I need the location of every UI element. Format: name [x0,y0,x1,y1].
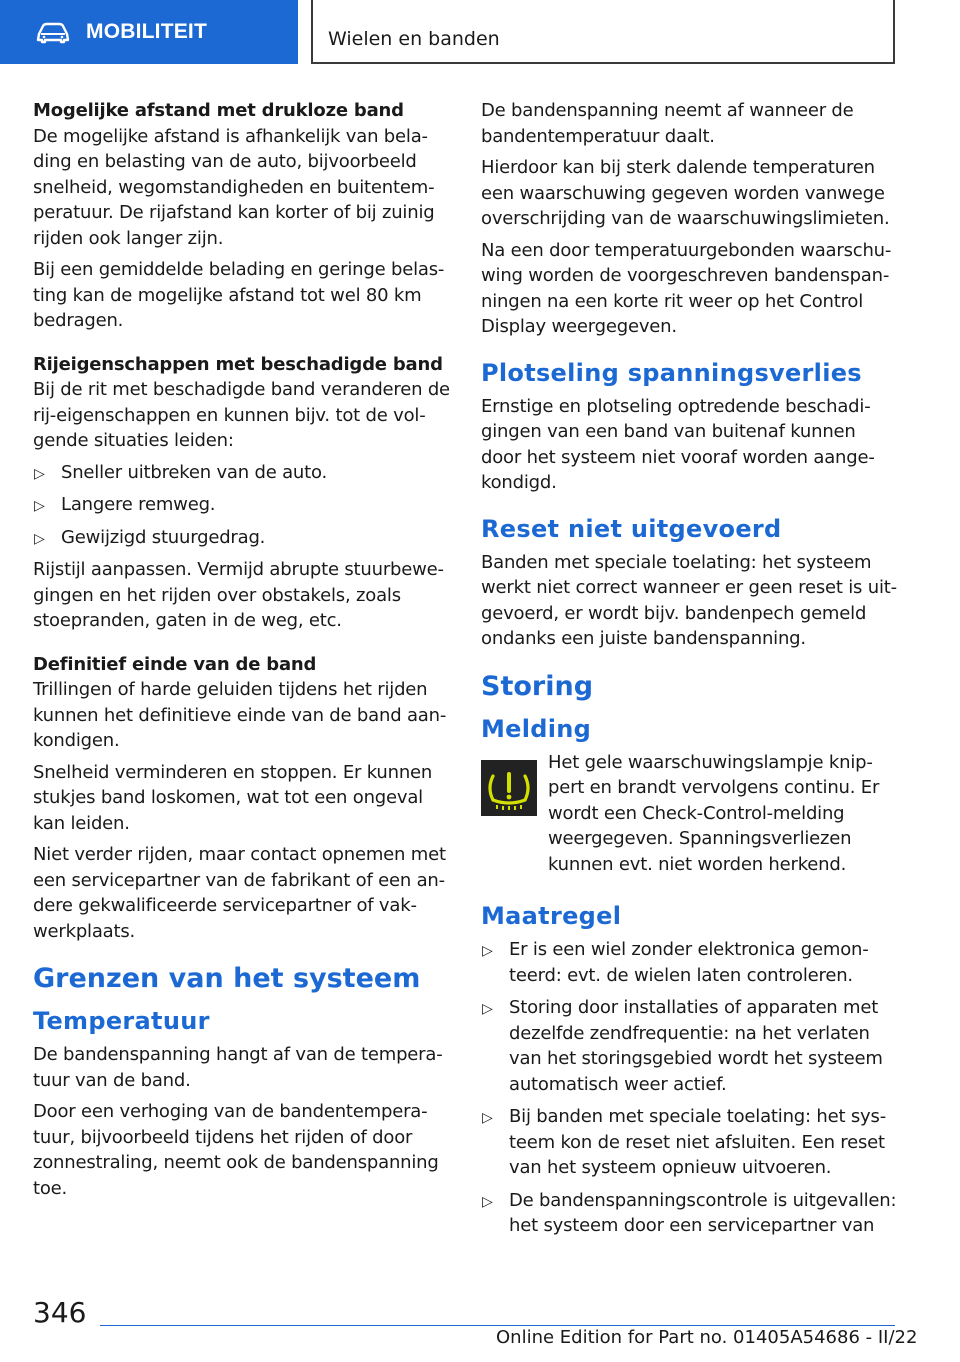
paragraph: Trillingen of harde geluiden tijdens het rijden kunnen het definitieve einde van de band aankondigen. [33,679,447,751]
heading-system-limits: Grenzen van het systeem [33,963,421,994]
paragraph: Bij de rit met beschadigde band veranderen de rij-eigenschappen en kunnen bijv. tot de volgende situaties leiden: [33,379,450,451]
heading-temperature: Temperatuur [33,1007,210,1035]
paragraph: Rijstijl aanpassen. Vermijd abrupte stuurbewegingen en het rijden over obstakels, zoals stoepranden, gaten in de weg, etc. [33,559,445,631]
left-column [33,98,453,1207]
triangle-bullet-icon: ▷ [482,943,493,959]
bullet-list [33,460,453,551]
heading-malfunction: Storing [481,670,594,702]
paragraph: Bij een gemiddelde belading en geringe belasting kan de mogelijke afstand tot wel 80 km bedragen. [33,259,445,331]
paragraph: Snelheid verminderen en stoppen. Er kunnen stukjes band loskomen, wat tot een ongeval kan leiden. [33,761,433,834]
paragraph: Door een verhoging van de bandentemperatuur, bijvoorbeeld tijdens het rijden of door zonnestraling, neemt ook de bandenspanning toe. [33,1101,439,1199]
paragraph: De mogelijke afstand is afhankelijk van belading en belasting van de auto, bijvoorbeeld snelheid, wegomstandigheden en buitentemperatuur. De rijafstand kan korter of bij zuinig rijden ook langer zijn. [33,125,435,249]
paragraph: Hierdoor kan bij sterk dalende temperaturen een waarschuwing gegeven worden vanwege overschrijding van de waarschuwingslimieten. [481,157,890,229]
triangle-bullet-icon: ▷ [34,498,45,514]
warning-block [481,750,901,878]
section-label: MOBILITEIT [86,20,207,43]
heading-measure: Maatregel [481,902,622,930]
section-tab [0,0,298,64]
tire-pressure-warning-icon [481,760,537,816]
list-item: ▷ Gewijzigd stuurgedrag. [33,525,453,551]
list-item: ▷ Bij banden met speciale toelating: het systeem kon de reset niet afsluiten. Een reset van het systeem opnieuw uitvoeren. [482,1106,887,1178]
footer-divider [100,1325,895,1326]
list-item: ▷ Langere remweg. [33,492,453,518]
triangle-bullet-icon: ▷ [482,1193,493,1210]
page-number: 346 [33,1296,87,1329]
heading-message: Melding [481,714,592,743]
measure-list [481,937,901,1239]
paragraph: Na een door temperatuurgebonden waarschuwing worden de voorgeschreven bandenspanningen na een korte rit weer op het Control Display weergegeven. [481,239,892,337]
paragraph: De bandenspanning hangt af van de temperatuur van de band. [33,1044,443,1091]
right-column [481,98,901,1246]
warning-text: Het gele waarschuwingslampje knippert en brandt vervolgens continu. Er wordt een Check-Control-melding weergegeven. Spanningsverliezen kunnen evt. niet worden herkend. [548,751,880,875]
subheading-range: Mogelijke afstand met drukloze band [33,100,404,121]
subheading-handling: Rijeigenschappen met beschadigde band [33,353,443,375]
list-item: ▷ De bandenspanningscontrole is uitgevallen: het systeem door een servicepartner van [482,1189,897,1236]
subheading-end-of-tire: Definitief einde van de band [33,653,317,675]
heading-sudden-pressure-loss: Plotseling spanningsverlies [481,358,862,387]
triangle-bullet-icon: ▷ [34,465,45,482]
paragraph: Banden met speciale toelating: het systeem werkt niet correct wanneer er geen reset is uitgevoerd, er wordt bijv. bandenpech gemeld ondanks een juiste bandenspanning. [481,551,898,649]
list-item: ▷ Er is een wiel zonder elektronica gemonteerd: evt. de wielen laten controleren. [482,939,869,986]
paragraph: De bandenspanning neemt af wanneer de bandentemperatuur daalt. [481,100,854,147]
paragraph: Niet verder rijden, maar contact opnemen met een servicepartner van de fabrikant of een andere gekwalificeerde servicepartner of vakwerkplaats. [33,844,446,942]
paragraph: Ernstige en plotseling optredende beschadigingen van een band van buitenaf kunnen door het systeem niet vooraf worden aangekondigd. [481,395,875,493]
triangle-bullet-icon: ▷ [482,1001,493,1017]
footer-edition: Online Edition for Part no. 01405A54686 - II/22 [496,1327,918,1348]
chapter-header [311,0,895,64]
list-item: ▷ Sneller uitbreken van de auto. [33,460,453,486]
triangle-bullet-icon: ▷ [34,530,45,547]
chapter-title: Wielen en banden [328,28,500,50]
car-icon [36,22,70,44]
heading-reset-not-performed: Reset niet uitgevoerd [481,514,782,543]
list-item: ▷ Storing door installaties of apparaten met dezelfde zendfrequentie: na het verlaten van het storingsgebied wordt het systeem automatisch weer actief. [482,997,883,1095]
triangle-bullet-icon: ▷ [482,1110,493,1126]
